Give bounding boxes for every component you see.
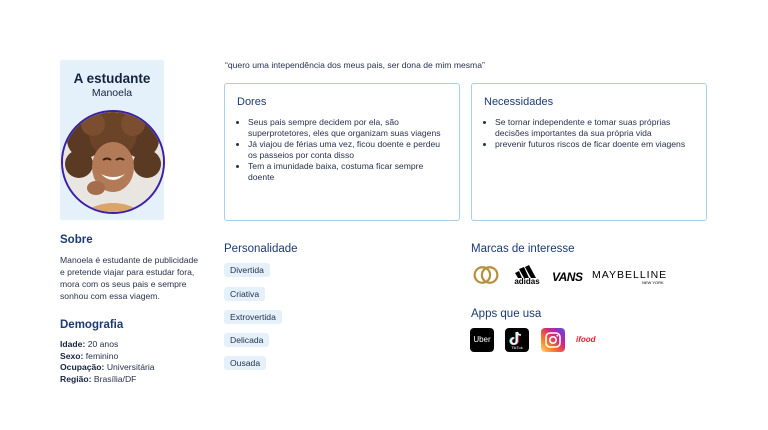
brands-title: Marcas de interesse [471, 243, 575, 255]
ifood-app-icon: ifood [576, 335, 596, 344]
about-text: Manoela é estudante de publicidade e pretende viajar para estudar fora, mora com os seus pais e sempre sonhou com essa viagem. [60, 255, 199, 301]
needs-title: Necessidades [484, 96, 554, 108]
apps-title: Apps que usa [471, 308, 542, 320]
list-item: • prevenir futuros riscos de ficar doente em viagens [495, 139, 695, 150]
needs-list [484, 117, 695, 150]
pains-list [237, 117, 448, 183]
tiktok-app-icon: TikTok [505, 328, 529, 352]
avatar [61, 110, 165, 214]
instagram-app-icon [541, 328, 565, 352]
trait-chip: Divertida [224, 263, 270, 277]
vans-logo: VANS [552, 270, 583, 284]
personality-title: Personalidade [224, 243, 298, 255]
trait-chip: Delicada [224, 333, 269, 347]
pains-box [224, 83, 460, 221]
trait-chip: Extrovertida [224, 310, 282, 324]
needs-box [471, 83, 707, 221]
list-item: • Se tornar independente e tomar suas próprias decisões importantes da sua própria vida [495, 117, 695, 139]
demographics-title: Demografia [60, 319, 124, 331]
avatar-photo [63, 112, 163, 212]
demographics-list [60, 339, 210, 385]
list-item: • Tem a imunidade baixa, costuma ficar sempre doente [248, 161, 448, 183]
demographic-row: Ocupação: Universitária [60, 362, 155, 372]
trait-chip: Ousada [224, 356, 266, 370]
uber-app-icon: Uber [470, 328, 494, 352]
trait-chip: Criativa [224, 287, 265, 301]
profile-name: Manoela [91, 87, 133, 99]
demographic-row: Idade: 20 anos [60, 339, 119, 349]
pains-title: Dores [237, 96, 267, 108]
persona-quote: “quero uma intependência dos meus pais, ser dona de mim mesma” [225, 60, 485, 70]
demographic-row: Sexo: feminino [60, 350, 119, 361]
gucci-logo [471, 265, 501, 285]
adidas-logo: adidas [511, 265, 543, 287]
maybelline-logo: MAYBELLINE NEW YORK [592, 269, 668, 285]
about-title: Sobre [60, 234, 93, 246]
list-item: • Já viajou de férias uma vez, ficou doente e perdeu os passeios por conta disso [248, 139, 448, 161]
demographic-row: Região: Brasília/DF [60, 373, 137, 384]
list-item: • Seus pais sempre decidem por ela, são superprotetores, eles que organizam suas viagens [248, 117, 448, 139]
profile-title: A estudante [73, 71, 151, 86]
